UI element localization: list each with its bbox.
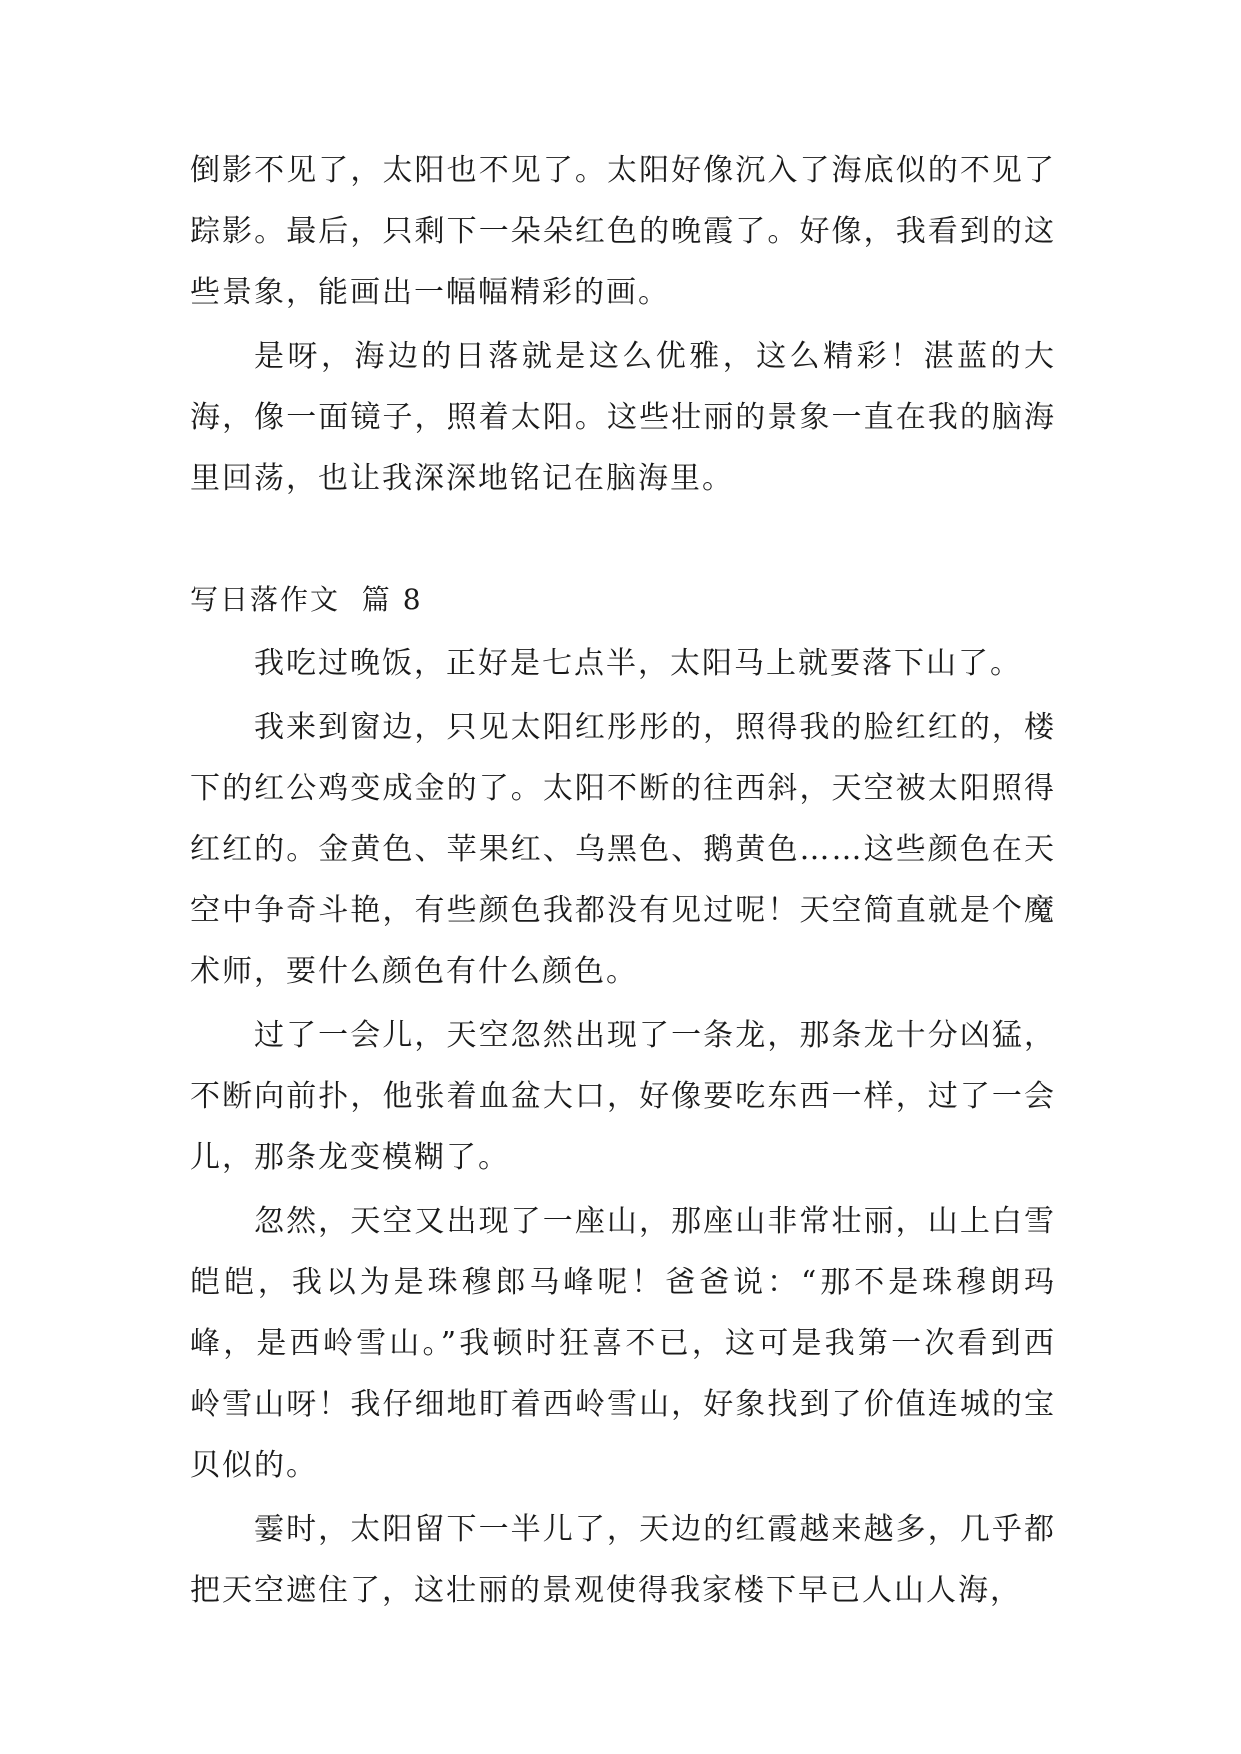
paragraph: 霎时，太阳留下一半儿了，天边的红霞越来越多，几乎都把天空遮住了，这壮丽的景观使得我家楼下早已人山人海，: [190, 1512, 1056, 1608]
paragraph: 忽然，天空又出现了一座山，那座山非常壮丽，山上白雪皑皑，我以为是珠穆郎马峰呢！爸爸说：“那不是珠穆朗玛峰，是西岭雪山。”我顿时狂喜不已，这可是我第一次看到西岭雪山呀！我仔细地盯着西岭雪山，好象找到了价值连城的宝贝似的。: [190, 1204, 1056, 1483]
paragraph: 我吃过晚饭，正好是七点半，太阳马上就要落下山了。: [254, 646, 1022, 681]
paragraph: 过了一会儿，天空忽然出现了一条龙，那条龙十分凶猛，不断向前扑，他张着血盆大口，好像要吃东西一样，过了一会儿，那条龙变模糊了。: [190, 1018, 1056, 1175]
paragraph: 是呀，海边的日落就是这么优雅，这么精彩！湛蓝的大海，像一面镜子，照着太阳。这些壮丽的景象一直在我的脑海里回荡，也让我深深地铭记在脑海里。: [190, 339, 1056, 496]
section-title: 写日落作文 篇 8: [190, 583, 423, 616]
paragraph: 我来到窗边，只见太阳红彤彤的，照得我的脸红红的，楼下的红公鸡变成金的了。太阳不断的往西斜，天空被太阳照得红红的。金黄色、苹果红、乌黑色、鹅黄色……这些颜色在天空中争奇斗艳，有些颜色我都没有见过呢！天空简直就是个魔术师，要什么颜色有什么颜色。: [190, 710, 1056, 989]
paragraph-continued: 倒影不见了，太阳也不见了。太阳好像沉入了海底似的不见了踪影。最后，只剩下一朵朵红色的晚霞了。好像，我看到的这些景象，能画出一幅幅精彩的画。: [190, 153, 1056, 310]
